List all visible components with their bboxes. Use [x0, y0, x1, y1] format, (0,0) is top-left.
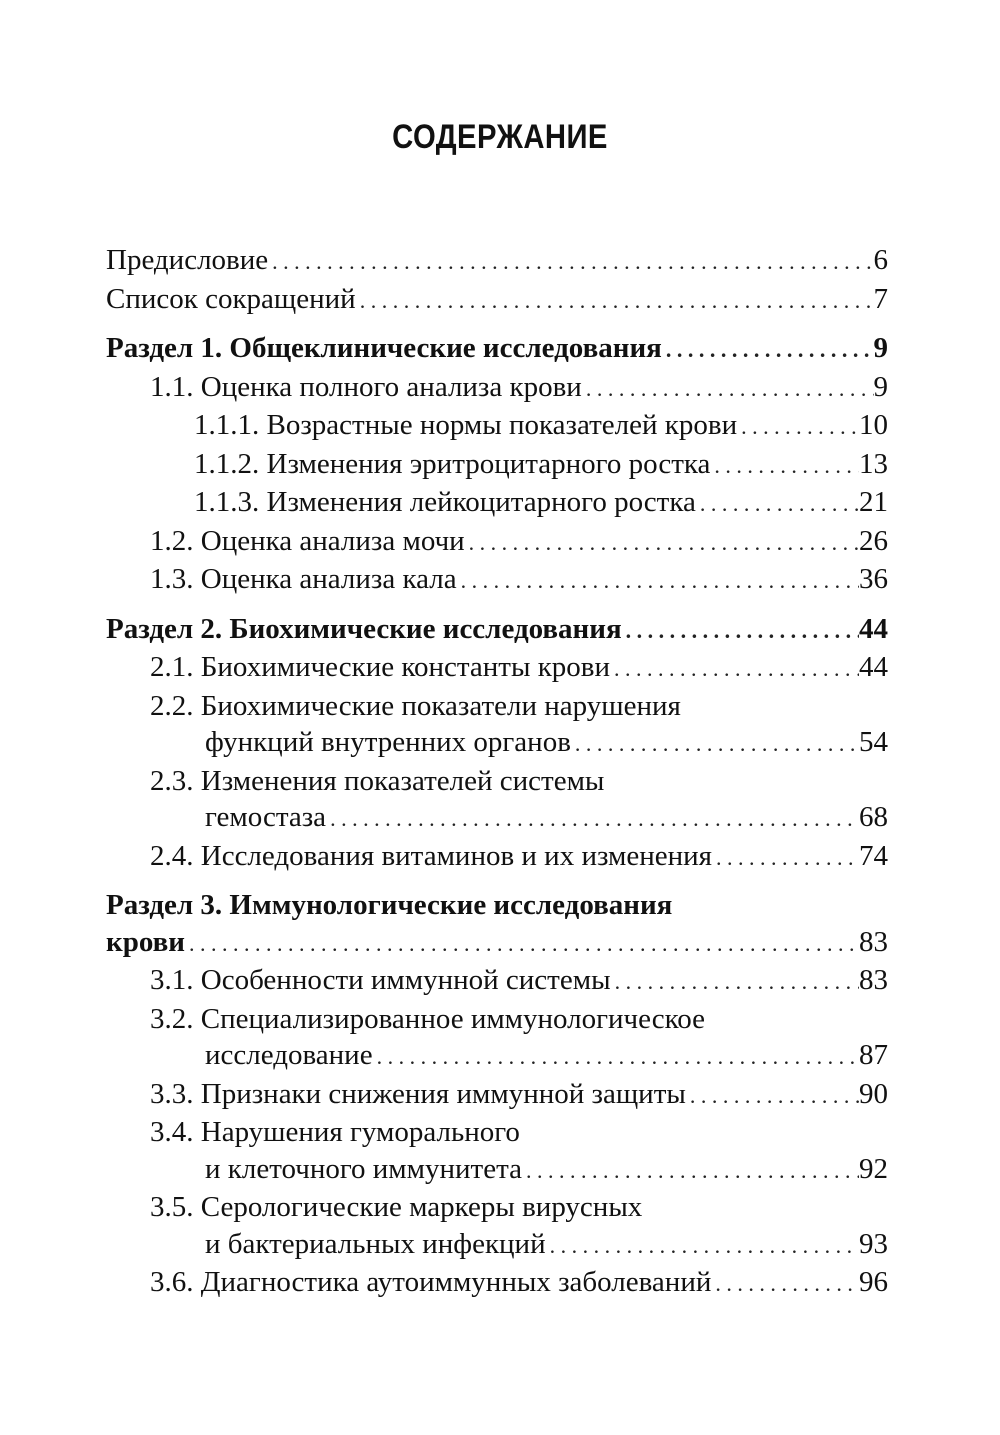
toc-entry-3-4 [106, 1151, 888, 1190]
toc-entry-1-1-2 [106, 446, 888, 485]
toc-page-number: 54 [859, 726, 888, 758]
toc-page-number: 6 [873, 244, 888, 276]
toc-entry-2-2 [106, 724, 888, 763]
toc-entry-1-1-1 [106, 407, 888, 446]
dot-leader [457, 563, 859, 600]
toc-page-number: 10 [859, 409, 888, 441]
toc-page-number: 93 [859, 1227, 888, 1260]
page-title: СОДЕРЖАНИЕ [392, 118, 608, 156]
dot-leader [268, 244, 873, 281]
toc-entry-text: и бактериальных инфекций [205, 1227, 546, 1260]
toc-entry-2-3 [106, 799, 888, 838]
dot-leader [611, 964, 859, 1001]
toc-entry-3-4-line1: 3.4. Нарушения гуморального [150, 1116, 520, 1148]
toc-page-number: 74 [859, 839, 888, 872]
toc-page-number: 44 [859, 612, 888, 645]
dot-leader [662, 332, 874, 369]
toc-page-number: 21 [859, 486, 888, 518]
dot-leader [710, 448, 859, 485]
dot-leader [522, 1153, 859, 1190]
toc-entry-text: исследование [205, 1039, 373, 1071]
dot-leader [696, 486, 859, 523]
toc-entry-text: Раздел 1. Общеклинические исследования [106, 332, 662, 364]
toc-entry-text: 1.1. Оценка полного анализа крови [150, 370, 582, 403]
table-of-contents [106, 242, 888, 1303]
toc-entry-3-6 [106, 1264, 888, 1303]
toc-page-number: 87 [859, 1039, 888, 1071]
toc-entry-1-1-3 [106, 484, 888, 523]
toc-entry-text: 3.3. Признаки снижения иммунной защиты [150, 1077, 686, 1110]
toc-section-1 [106, 330, 888, 369]
toc-page-number: 13 [859, 447, 888, 480]
toc-page-number: 83 [859, 964, 888, 996]
toc-entry-3-1 [106, 962, 888, 1001]
toc-page-number: 83 [859, 925, 888, 958]
toc-entry-text: гемостаза [205, 801, 327, 833]
toc-entry-text: 1.1.2. Изменения эритроцитарного ростка [194, 447, 711, 480]
toc-entry-2-1 [106, 649, 888, 688]
toc-entry-1-3 [106, 561, 888, 600]
dot-leader [622, 613, 859, 650]
toc-page-number: 9 [873, 332, 888, 364]
dot-leader [326, 801, 859, 838]
toc-page-number: 44 [859, 651, 888, 683]
toc-entry-text: крови [106, 925, 185, 958]
toc-entry-2-3-line1: 2.3. Изменения показателей системы [150, 764, 605, 797]
toc-entry-text: 3.6. Диагностика аутоиммунных заболеваний [150, 1266, 712, 1298]
dot-leader [610, 651, 859, 688]
toc-entry-1-1 [106, 369, 888, 408]
toc-page-number: 90 [859, 1077, 888, 1110]
toc-entry-2-2-line1: 2.2. Биохимические показатели нарушения [150, 689, 681, 722]
toc-entry-text: и клеточного иммунитета [205, 1152, 522, 1185]
toc-entry-text: 3.1. Особенности иммунной системы [150, 964, 611, 996]
dot-leader [356, 283, 874, 320]
toc-section-2 [106, 611, 888, 650]
toc-entry-3-3 [106, 1076, 888, 1115]
toc-entry-text: Предисловие [106, 244, 269, 276]
toc-page-number: 96 [859, 1266, 888, 1298]
toc-entry-text: функций внутренних органов [205, 726, 571, 758]
toc-page-number: 7 [873, 282, 888, 315]
toc-entry-1-2 [106, 523, 888, 562]
toc-page-number: 36 [859, 563, 888, 595]
toc-entry-3-2 [106, 1037, 888, 1076]
toc-entry-text: Раздел 2. Биохимические исследования [106, 612, 622, 645]
dot-leader [571, 726, 859, 763]
dot-leader [737, 409, 859, 446]
toc-section-3-line1: Раздел 3. Иммунологические исследования [106, 889, 673, 921]
toc-entry-3-5 [106, 1226, 888, 1265]
toc-entry-abbreviations [106, 281, 888, 320]
dot-leader [185, 926, 859, 963]
toc-page-number: 68 [859, 801, 888, 833]
toc-entry-3-5-line1: 3.5. Серологические маркеры вирусных [150, 1191, 643, 1223]
toc-entry-3-2-line1: 3.2. Специализированное иммунологическое [150, 1002, 705, 1035]
toc-entry-text: 1.2. Оценка анализа мочи [150, 524, 465, 557]
toc-entry-text: 1.3. Оценка анализа кала [150, 563, 457, 595]
toc-section-3 [106, 924, 888, 963]
dot-leader [465, 525, 859, 562]
dot-leader [373, 1039, 859, 1076]
dot-leader [712, 840, 859, 877]
dot-leader [686, 1078, 859, 1115]
toc-entry-text: 2.4. Исследования витаминов и их изменения [150, 839, 713, 872]
toc-entry-text: Список сокращений [106, 282, 356, 315]
toc-entry-text: 1.1.1. Возрастные нормы показателей крови [194, 409, 738, 441]
dot-leader [582, 371, 874, 408]
toc-entry-preface [106, 242, 888, 281]
toc-entry-text: 2.1. Биохимические константы крови [150, 651, 611, 683]
dot-leader [546, 1228, 859, 1265]
dot-leader [711, 1266, 859, 1303]
toc-page-number: 92 [859, 1152, 888, 1185]
toc-entry-2-4 [106, 838, 888, 877]
toc-page-number: 9 [873, 370, 888, 403]
toc-page-number: 26 [859, 524, 888, 557]
toc-entry-text: 1.1.3. Изменения лейкоцитарного ростка [194, 486, 696, 518]
